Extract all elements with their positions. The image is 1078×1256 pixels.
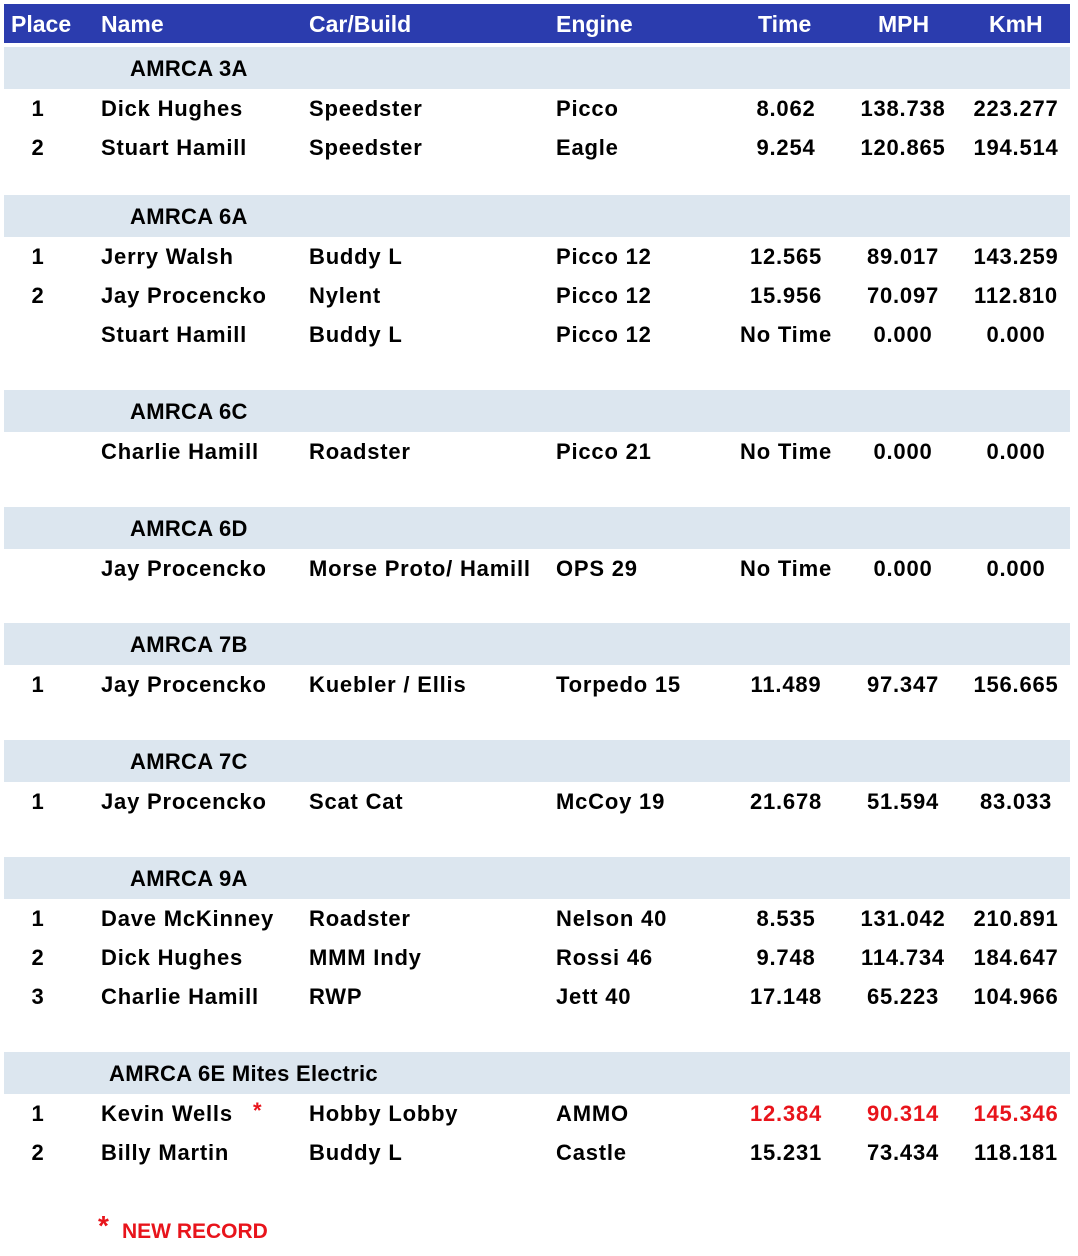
name-cell: Dick Hughes [101,945,244,970]
time-cell: 17.148 [749,984,823,1009]
header-name: Name [101,11,164,37]
place-cell: 1 [31,1101,45,1126]
name-cell: Kevin Wells [101,1101,233,1126]
table-row [0,784,1078,823]
place-cell: 1 [31,672,45,697]
class-header [4,47,1070,89]
car-cell: Morse Proto/ Hamill [309,556,531,581]
class-header [4,507,1070,549]
time-cell: 21.678 [749,789,823,814]
kmh-cell: 0.000 [986,322,1046,347]
record-star-icon: * [98,1210,109,1241]
name-cell: Dick Hughes [101,96,244,121]
kmh-cell: 210.891 [973,906,1059,931]
place-cell: 1 [31,244,45,269]
class-title: AMRCA 6E Mites Electric [109,1061,378,1086]
header-engine: Engine [556,11,633,37]
class-title: AMRCA 6C [130,399,248,424]
kmh-cell: 104.966 [973,984,1059,1009]
new-record-legend: NEW RECORD [122,1220,268,1243]
car-cell: MMM Indy [309,945,422,970]
class-title: AMRCA 3A [130,56,248,81]
time-cell: 12.384 [749,1101,823,1126]
time-cell: No Time [740,322,832,347]
engine-cell: Nelson 40 [556,906,668,931]
mph-cell: 90.314 [866,1101,940,1126]
table-row [0,1135,1078,1174]
car-cell: Roadster [309,439,411,464]
engine-cell: Eagle [556,135,619,160]
class-title: AMRCA 7B [130,632,248,657]
kmh-cell: 143.259 [973,244,1059,269]
engine-cell: Castle [556,1140,627,1165]
time-cell: 8.062 [756,96,816,121]
mph-cell: 65.223 [866,984,940,1009]
name-cell: Stuart Hamill [101,322,248,347]
table-row [0,434,1078,473]
car-cell: Speedster [309,135,423,160]
car-cell: Buddy L [309,1140,403,1165]
engine-cell: Picco 21 [556,439,652,464]
name-cell: Billy Martin [101,1140,230,1165]
mph-cell: 70.097 [866,283,940,308]
name-cell: Jay Procencko [101,556,267,581]
place-cell: 2 [31,283,45,308]
header-place: Place [11,11,72,37]
name-cell: Jerry Walsh [101,244,234,269]
mph-cell: 89.017 [866,244,940,269]
kmh-cell: 118.181 [974,1140,1058,1165]
time-cell: 8.535 [756,906,816,931]
table-row [0,239,1078,278]
car-cell: Speedster [309,96,423,121]
engine-cell: Torpedo 15 [556,672,681,697]
name-cell: Charlie Hamill [101,984,259,1009]
car-cell: Buddy L [309,244,403,269]
table-row [0,979,1078,1018]
car-cell: Nylent [309,283,382,308]
place-cell: 3 [31,984,45,1009]
class-title: AMRCA 9A [130,866,248,891]
table-row [0,1096,1078,1135]
mph-cell: 97.347 [866,672,940,697]
time-cell: No Time [740,439,832,464]
kmh-cell: 0.000 [986,439,1046,464]
engine-cell: McCoy 19 [556,789,666,814]
car-cell: Kuebler / Ellis [309,672,467,697]
place-cell: 2 [31,1140,45,1165]
engine-cell: Picco [556,96,619,121]
time-cell: 9.748 [756,945,816,970]
kmh-cell: 194.514 [973,135,1059,160]
engine-cell: Picco 12 [556,283,652,308]
name-cell: Jay Procencko [101,672,267,697]
table-row [0,551,1078,590]
engine-cell: Jett 40 [556,984,632,1009]
place-cell: 1 [31,789,45,814]
table-row [0,130,1078,169]
class-title: AMRCA 6D [130,516,248,541]
mph-cell: 131.042 [860,906,946,931]
kmh-cell: 156.665 [973,672,1059,697]
name-cell: Stuart Hamill [101,135,248,160]
table-row [0,901,1078,940]
mph-cell: 0.000 [873,556,933,581]
engine-cell: Picco 12 [556,322,652,347]
place-cell: 1 [31,96,45,121]
name-cell: Jay Procencko [101,789,267,814]
place-cell: 2 [31,945,45,970]
engine-cell: OPS 29 [556,556,638,581]
car-cell: Buddy L [309,322,403,347]
time-cell: 15.956 [749,283,823,308]
car-cell: Roadster [309,906,411,931]
mph-cell: 51.594 [866,789,940,814]
kmh-cell: 145.346 [973,1101,1059,1126]
mph-cell: 73.434 [866,1140,940,1165]
class-header [4,857,1070,899]
name-cell: Dave McKinney [101,906,275,931]
table-row [0,278,1078,317]
header-car: Car/Build [309,11,412,37]
car-cell: RWP [309,984,363,1009]
mph-cell: 0.000 [873,439,933,464]
record-star-icon: * [253,1098,263,1123]
table-header [4,4,1070,43]
kmh-cell: 112.810 [974,283,1058,308]
class-header [4,1052,1070,1094]
place-cell: 2 [31,135,45,160]
kmh-cell: 0.000 [986,556,1046,581]
header-mph: MPH [878,11,930,37]
name-cell: Jay Procencko [101,283,267,308]
mph-cell: 114.734 [861,945,945,970]
class-header [4,195,1070,237]
mph-cell: 138.738 [860,96,946,121]
mph-cell: 120.865 [860,135,946,160]
table-row [0,940,1078,979]
place-cell: 1 [31,906,45,931]
kmh-cell: 83.033 [979,789,1053,814]
class-title: AMRCA 7C [130,749,248,774]
time-cell: 11.489 [750,672,822,697]
name-cell: Charlie Hamill [101,439,259,464]
table-row [0,91,1078,130]
kmh-cell: 184.647 [973,945,1059,970]
class-title: AMRCA 6A [130,204,248,229]
car-cell: Hobby Lobby [309,1101,459,1126]
header-time: Time [758,11,812,37]
time-cell: 9.254 [756,135,816,160]
time-cell: 12.565 [749,244,823,269]
engine-cell: Rossi 46 [556,945,653,970]
table-row [0,667,1078,706]
engine-cell: Picco 12 [556,244,652,269]
time-cell: 15.231 [749,1140,823,1165]
car-cell: Scat Cat [309,789,404,814]
class-header [4,390,1070,432]
class-header [4,740,1070,782]
time-cell: No Time [740,556,832,581]
class-header [4,623,1070,665]
table-row [0,317,1078,356]
kmh-cell: 223.277 [973,96,1059,121]
mph-cell: 0.000 [873,322,933,347]
engine-cell: AMMO [556,1101,629,1126]
header-kmh: KmH [989,11,1043,37]
